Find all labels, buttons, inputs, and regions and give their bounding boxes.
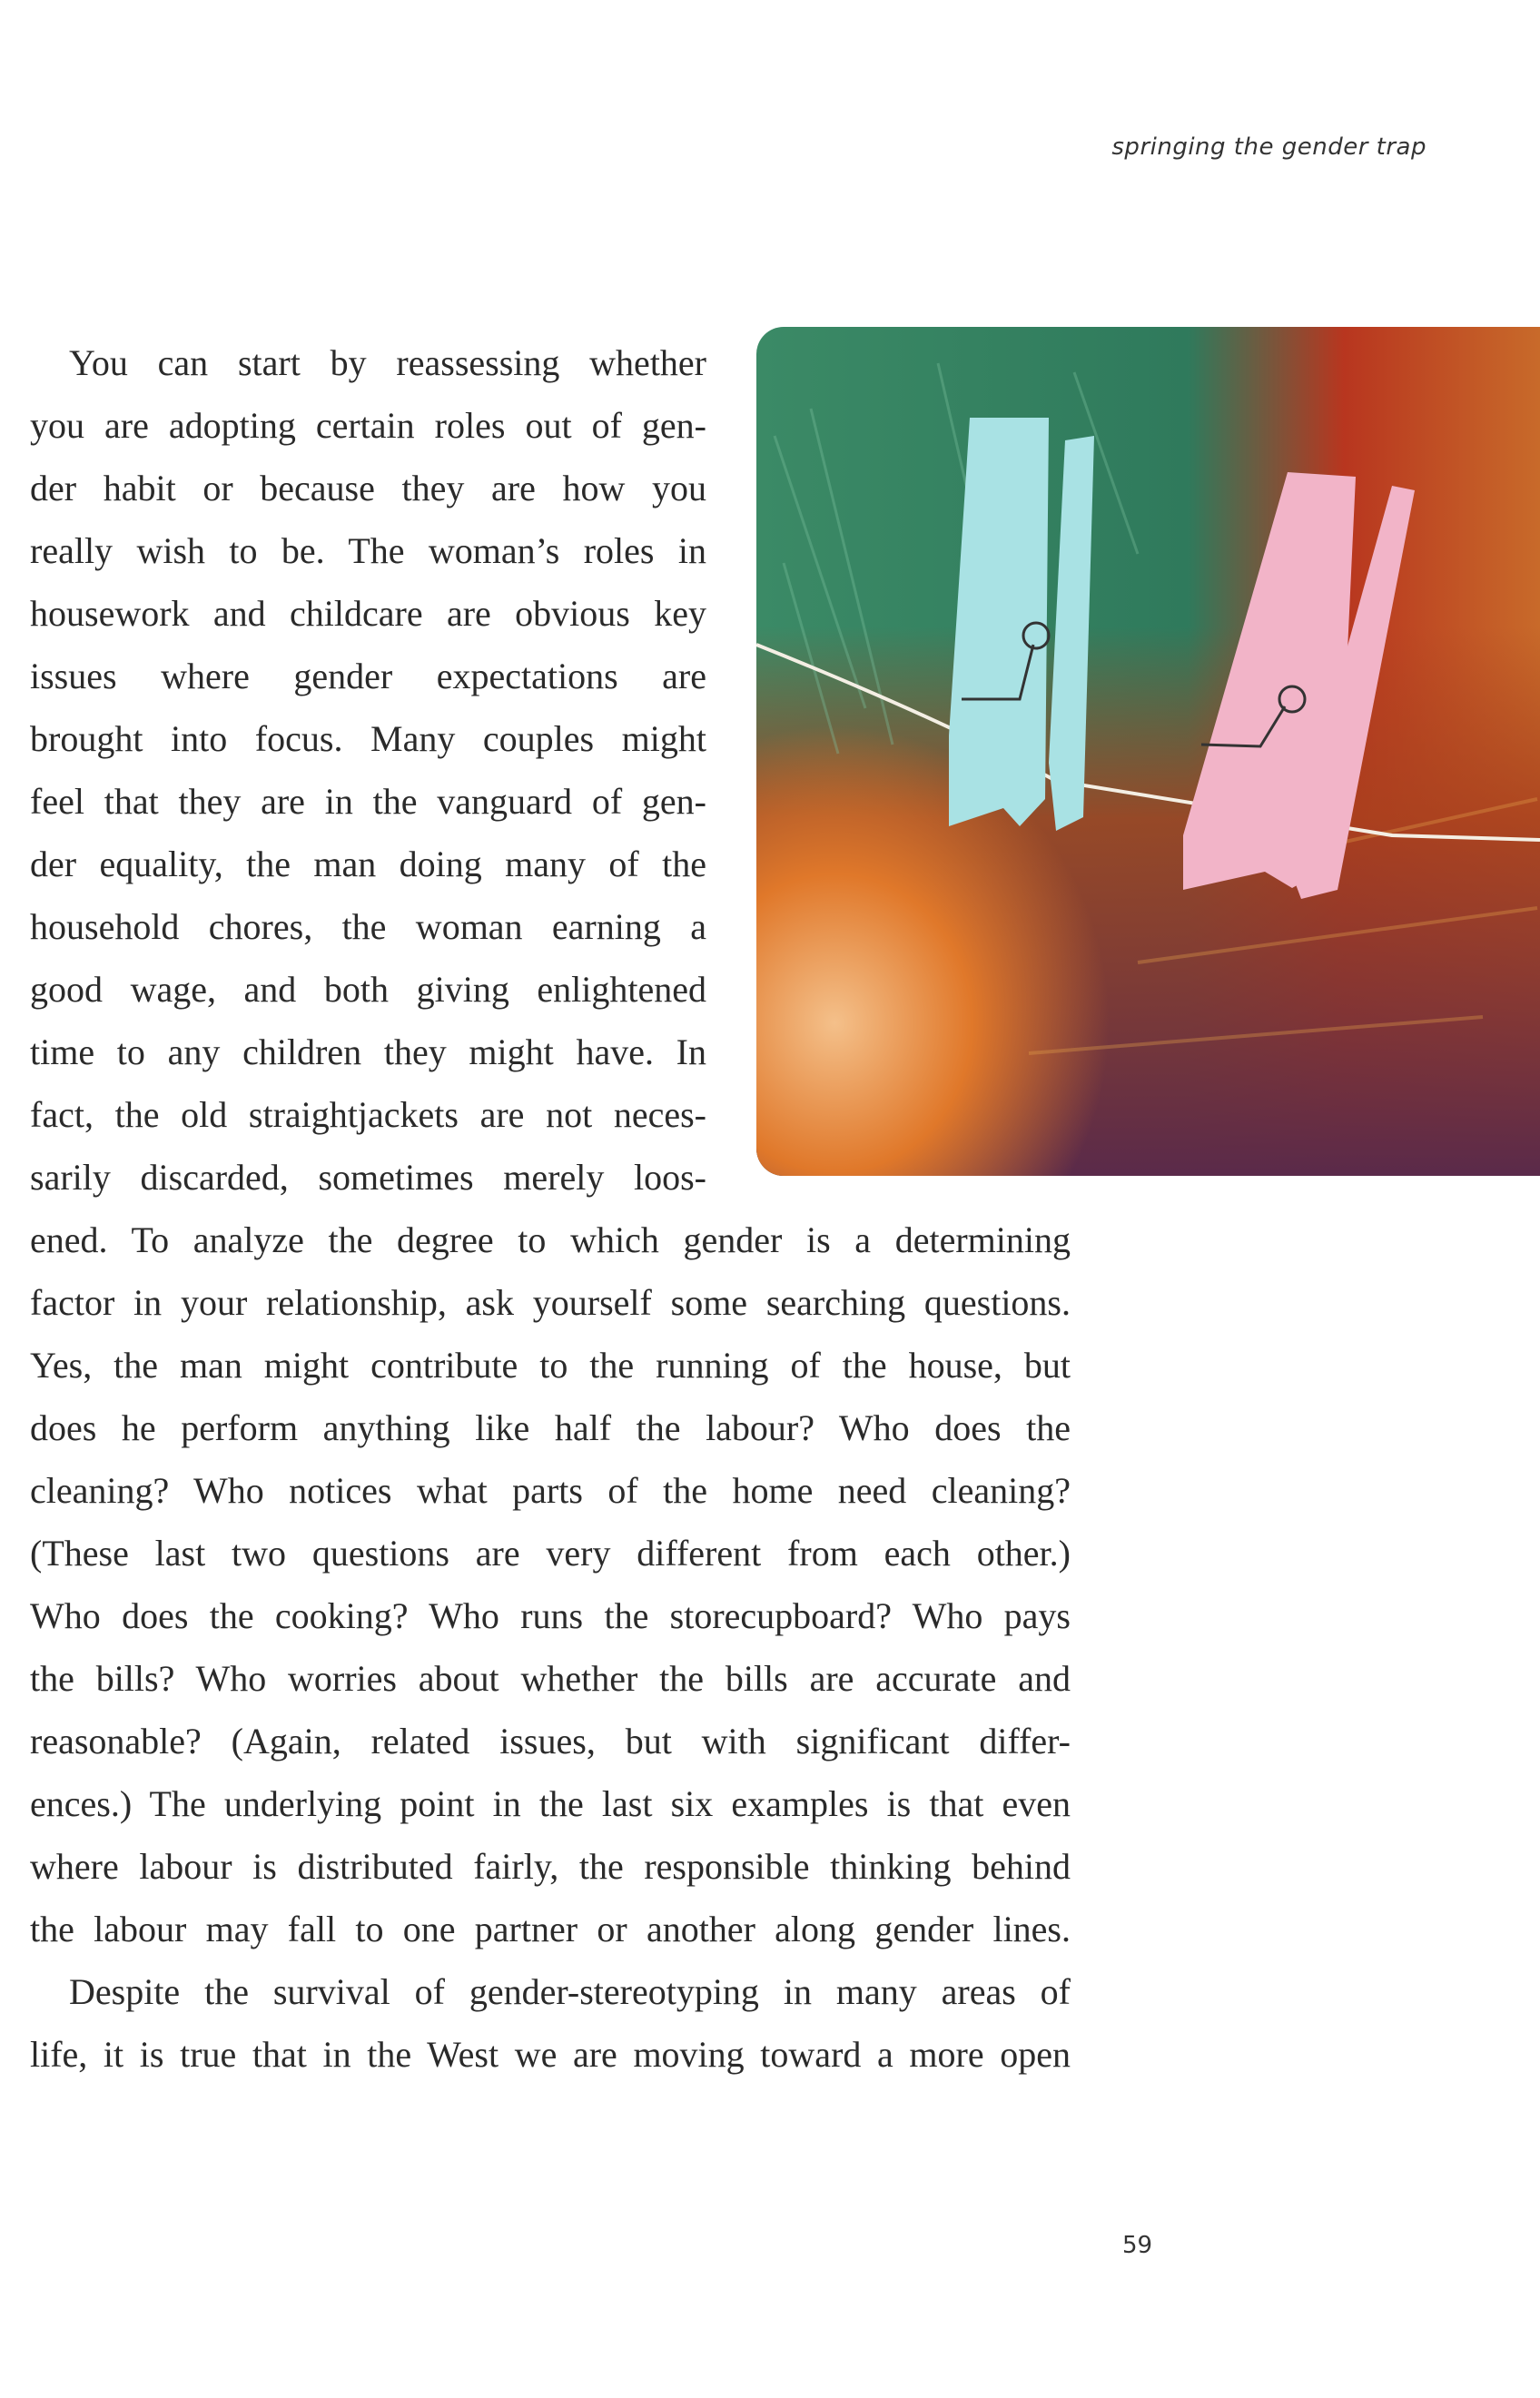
body-line: der equality, the man doing many of the [30,844,706,884]
body-line: der habit or because they are how you [30,468,706,508]
body-line: ened. To analyze the degree to which gender is a determining [30,1219,1071,1260]
blue-peg [949,418,1094,831]
body-line: fact, the old straightjackets are not neces- [30,1094,706,1135]
body-line: does he perform anything like half the labour? Who does the [30,1407,1071,1448]
body-line: issues where gender expectations are [30,656,706,696]
body-line: sarily discarded, sometimes merely loos- [30,1157,706,1198]
body-line: feel that they are in the vanguard of gen- [30,781,706,822]
body-line: You can start by reassessing whether [69,342,706,383]
body-line: housework and childcare are obvious key [30,593,706,634]
body-line: where labour is distributed fairly, the responsible thinking behind [30,1846,1071,1887]
body-line: really wish to be. The woman’s roles in [30,530,706,571]
body-line: cleaning? Who notices what parts of the home need cleaning? [30,1470,1071,1511]
body-line: the bills? Who worries about whether the bills are accurate and [30,1658,1071,1699]
body-line: factor in your relationship, ask yourself some searching questions. [30,1282,1071,1323]
body-line: household chores, the woman earning a [30,906,706,947]
body-line: (These last two questions are very different from each other.) [30,1533,1071,1574]
painting-image [756,327,1540,1176]
body-line: you are adopting certain roles out of gen- [30,405,706,446]
page-number: 59 [1122,2232,1153,2259]
running-head: springing the gender trap [1111,133,1426,161]
clothes-pegs-illustration [756,327,1540,1176]
body-line: brought into focus. Many couples might [30,718,706,759]
body-line: ences.) The underlying point in the last six examples is that even [30,1783,1071,1824]
body-line: Yes, the man might contribute to the running of the house, but [30,1345,1071,1386]
body-line: the labour may fall to one partner or another along gender lines. [30,1909,1071,1949]
body-line: time to any children they might have. In [30,1031,706,1072]
body-line: reasonable? (Again, related issues, but with significant differ- [30,1721,1071,1761]
body-line: Despite the survival of gender-stereotyping in many areas of [69,1971,1071,2012]
body-line: good wage, and both giving enlightened [30,969,706,1010]
body-line: life, it is true that in the West we are moving toward a more open [30,2034,1071,2075]
body-line: Who does the cooking? Who runs the storecupboard? Who pays [30,1595,1071,1636]
